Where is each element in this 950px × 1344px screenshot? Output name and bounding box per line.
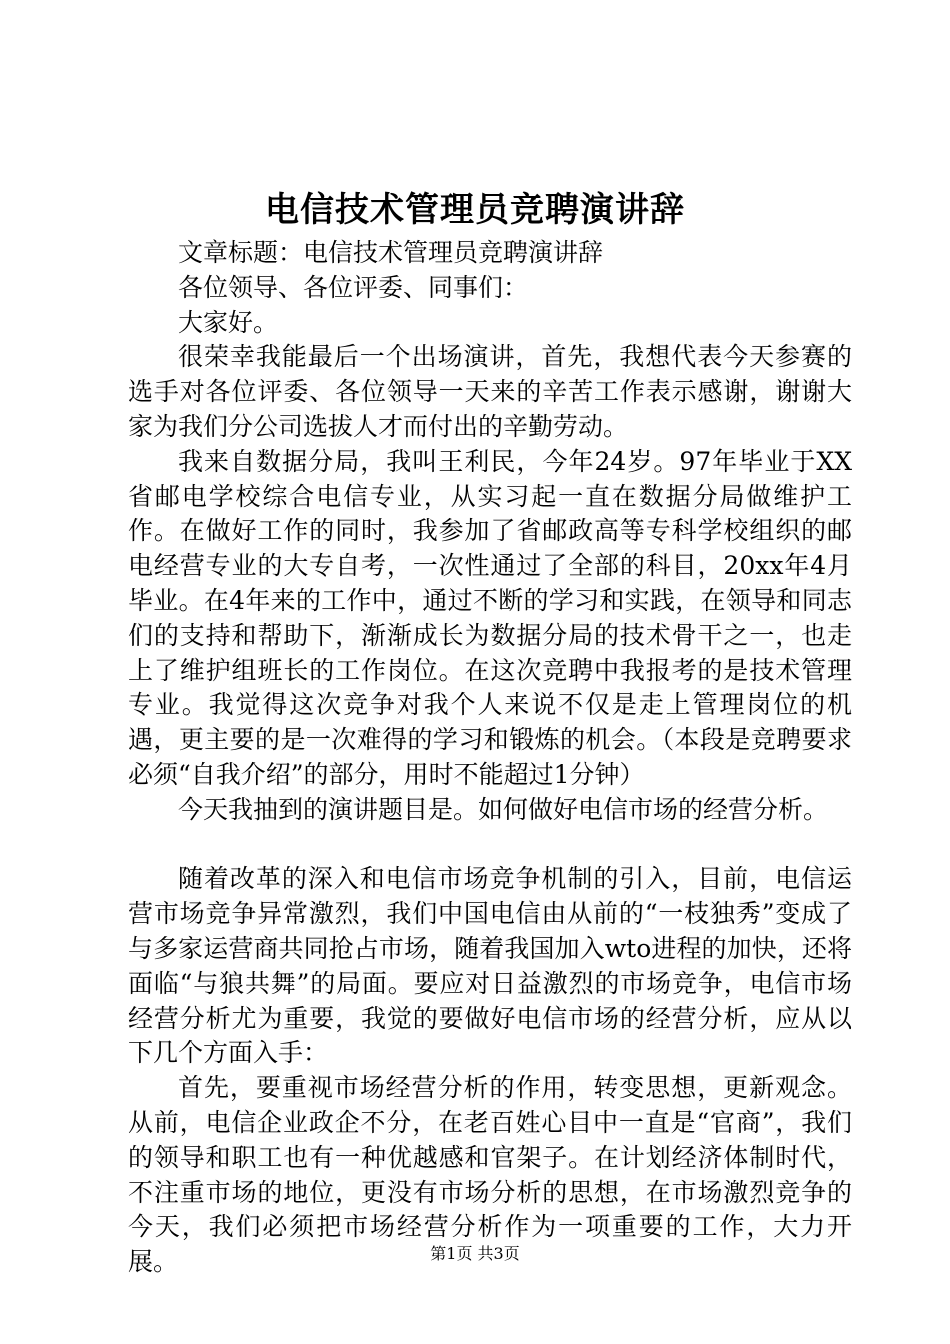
document-body [128,236,852,1280]
paragraph-market-context: 随着改革的深入和电信市场竞争机制的引入，目前，电信运营市场竞争异常激烈，我们中国电信由从前的“一枝独秀”变成了与多家运营商共同抢占市场，随着我国加入wto进程的加快，还将面临“与狼共舞”的局面。要应对日益激烈的市场竞争，电信市场经营分析尤为重要，我觉的要做好电信市场的经营分析，应从以下几个方面入手： [128,864,852,1068]
paragraph-topic: 今天我抽到的演讲题目是。如何做好电信市场的经营分析。 [178,794,829,824]
paragraph-self-intro: 我来自数据分局，我叫王利民，今年24岁。97年毕业于XX省邮电学校综合电信专业，从实习起一直在数据分局做维护工作。在做好工作的同时，我参加了省邮政高等专科学校组织的邮电经营专业的大专自考，一次性通过了全部的科目，20xx年4月毕业。在4年来的工作中，通过不断的学习和实践，在领导和同志们的支持和帮助下，渐渐成长为数据分局的技术骨干之一，也走上了维护组班长的工作岗位。在这次竞聘中我报考的是技术管理专业。我觉得这次竞争对我个人来说不仅是走上管理岗位的机遇，更主要的是一次难得的学习和锻炼的机会。（本段是竞聘要求必须“自我介绍”的部分，用时不能超过1分钟） [128,446,852,789]
page-footer: 第1页 共3页 [430,1244,520,1263]
paragraph-first-point: 首先，要重视市场经营分析的作用，转变思想，更新观念。从前，电信企业政企不分，在老百姓心目中一直是“官商”，我们的领导和职工也有一种优越感和官架子。在计划经济体制时代，不注重市场的地位，更没有市场分析的思想，在市场激烈竞争的今天，我们必须把市场经营分析作为一项重要的工作，大力开展。 [128,1073,852,1277]
greeting-line: 大家好。 [178,307,279,337]
article-title-line: 文章标题：电信技术管理员竞聘演讲辞 [178,238,604,267]
salutation-line: 各位领导、各位评委、同事们： [178,272,529,302]
document-title: 电信技术管理员竞聘演讲辞 [265,190,685,230]
paragraph-thanks: 很荣幸我能最后一个出场演讲，首先，我想代表今天参赛的选手对各位评委、各位领导一天来的辛苦工作表示感谢，谢谢大家为我们分公司选拔人才而付出的辛勤劳动。 [128,342,852,441]
